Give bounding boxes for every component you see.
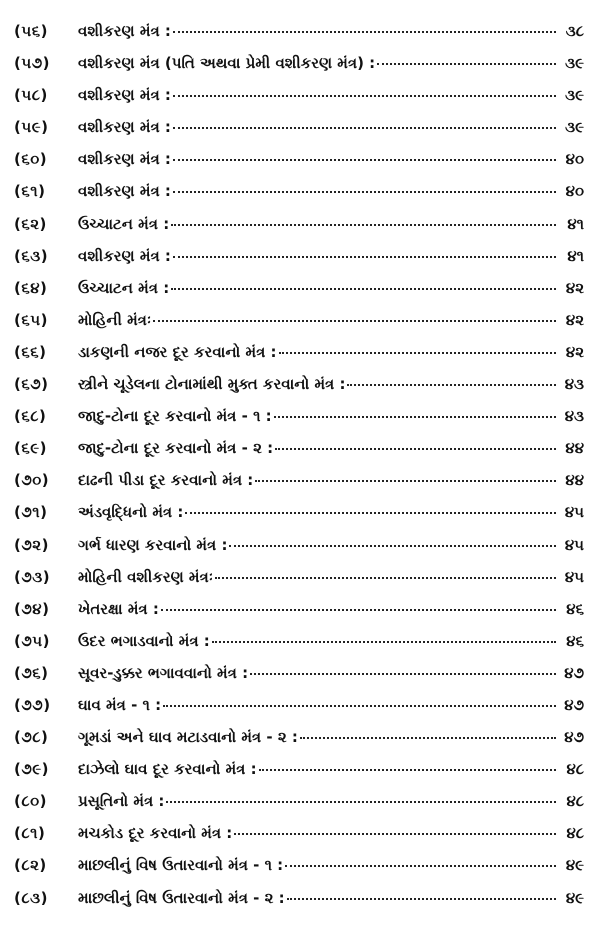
toc-entry [14, 182, 584, 214]
toc-entry-number: (૬૯) [14, 439, 47, 458]
toc-entry-number: (૬૨) [14, 214, 47, 233]
toc-entry-page: ૪૭ [564, 695, 584, 714]
toc-entry [14, 536, 584, 568]
toc-entry [14, 247, 584, 279]
toc-entry-title: માછલીનું વિષ ઉતારવાનો મંત્ર - ૧ : [78, 856, 284, 875]
toc-entry-page: ૪૨ [565, 342, 584, 361]
toc-entry [14, 150, 584, 182]
dot-leader [163, 705, 556, 707]
dot-leader [250, 673, 556, 675]
toc-entry-page: ૪૮ [566, 824, 584, 843]
toc-entry-number: (૬૩) [14, 246, 49, 265]
toc-entry-page: ૪૧ [567, 246, 584, 265]
toc-entry-page: ૩૮ [565, 22, 584, 40]
toc-entry-number: (૭૨) [14, 535, 49, 554]
toc-entry [14, 311, 584, 343]
toc-entry-page: ૪૫ [564, 535, 584, 554]
toc-entry [14, 792, 584, 824]
toc-entry-title: મચકોડ દૂર કરવાનો મંત્ર : [78, 824, 233, 843]
toc-entry-page: ૪૫ [564, 503, 584, 522]
toc-entry-number: (૭૩) [14, 567, 51, 586]
toc-entry [14, 215, 584, 247]
toc-entry-page: ૪૨ [565, 278, 584, 297]
toc-entry [14, 696, 584, 728]
dot-leader [285, 865, 556, 867]
toc-entry-title: દાઢની પીડા દૂર કરવાનો મંત્ર : [78, 471, 254, 490]
toc-entry-title: ડાકણની નજર દૂર કરવાનો મંત્ર : [78, 342, 277, 361]
toc-entry [14, 664, 584, 696]
toc-entry-page: ૪૩ [564, 375, 584, 394]
toc-entry [14, 343, 584, 375]
toc-entry [14, 407, 584, 439]
toc-entry-page: ૪૯ [565, 888, 584, 907]
toc-entry [14, 86, 584, 118]
toc-entry-title: ગર્ભ ધારણ કરવાનો મંત્ર : [78, 535, 228, 554]
toc-entry-title: મોહિની વશીકરણ મંત્રઃ [78, 567, 214, 586]
toc-entry [14, 728, 584, 760]
toc-entry-page: ૪૪ [565, 439, 584, 458]
toc-entry-page: ૪૮ [566, 792, 584, 811]
dot-leader [153, 320, 556, 322]
toc-entry-number: (૮૨) [14, 856, 47, 875]
dot-leader [347, 384, 556, 386]
toc-entry-number: (૬૫) [14, 310, 48, 329]
dot-leader [171, 288, 556, 290]
toc-entry-page: ૪૬ [566, 599, 584, 618]
dot-leader [173, 127, 556, 129]
table-of-contents [14, 22, 584, 921]
dot-leader [212, 641, 556, 643]
toc-entry-page: ૩૯ [565, 118, 584, 137]
toc-entry-title: વશીકરણ મંત્ર : [78, 150, 171, 169]
toc-entry [14, 471, 584, 503]
toc-entry-page: ૪૦ [565, 150, 584, 169]
dot-leader [161, 609, 556, 611]
toc-entry-number: (૭૪) [14, 599, 50, 618]
toc-entry-title: માછલીનું વિષ ઉતારવાનો મંત્ર - ૨ : [78, 888, 285, 907]
dot-leader [287, 898, 556, 900]
toc-entry-number: (૭૧) [14, 503, 48, 522]
dot-leader [274, 416, 556, 418]
dot-leader [259, 769, 556, 771]
dot-leader [377, 63, 556, 65]
toc-entry-page: ૩૯ [565, 54, 584, 73]
toc-entry-number: (૬૭) [14, 375, 49, 394]
toc-entry-number: (૫૬) [14, 22, 48, 40]
toc-entry-number: (૭૮) [14, 728, 49, 747]
toc-entry-page: ૪૬ [566, 631, 584, 650]
dot-leader [255, 480, 556, 482]
toc-entry [14, 22, 584, 54]
toc-entry [14, 760, 584, 792]
toc-entry-page: ૪૪ [565, 471, 584, 490]
toc-entry-title: વશીકરણ મંત્ર : [78, 86, 171, 105]
toc-entry-title: સૂવર-ડુક્કર ભગાવવાનો મંત્ર : [78, 663, 249, 682]
dot-leader [279, 352, 556, 354]
dot-leader [234, 833, 556, 835]
dot-leader [173, 256, 556, 258]
toc-entry [14, 118, 584, 150]
toc-entry [14, 375, 584, 407]
dot-leader [171, 224, 556, 226]
toc-entry-page: ૩૯ [565, 86, 584, 105]
toc-entry-number: (૫૮) [14, 86, 48, 105]
toc-entry [14, 600, 584, 632]
toc-entry-page: ૪૭ [564, 663, 584, 682]
toc-entry-number: (૬૬) [14, 342, 47, 361]
toc-entry-page: ૪૯ [565, 856, 584, 875]
toc-entry-number: (૭૫) [14, 631, 50, 650]
toc-entry [14, 279, 584, 311]
toc-entry-title: ગૂમડાં અને ઘાવ મટાડવાનો મંત્ર - ૨ : [78, 728, 298, 747]
toc-entry-title: સ્ત્રીને ચૂડેલના ટોનામાંથી મુક્ત કરવાનો મંત્ર : [78, 375, 346, 394]
toc-entry [14, 824, 584, 856]
toc-entry-title: ખેતરક્ષા મંત્ર : [78, 599, 159, 618]
toc-entry-page: ૪૮ [566, 760, 584, 779]
toc-entry-title: અંડવૃદ્ધિનો મંત્ર : [78, 503, 184, 522]
toc-entry-number: (૭૯) [14, 760, 50, 779]
dot-leader [229, 545, 556, 547]
toc-entry [14, 439, 584, 471]
toc-entry-number: (૫૭) [14, 54, 50, 73]
toc-entry-number: (૬૪) [14, 278, 48, 297]
toc-entry-number: (૮૩) [14, 888, 48, 907]
toc-entry-number: (૭૦) [14, 471, 50, 490]
toc-entry-title: વશીકરણ મંત્ર : [78, 246, 171, 265]
toc-entry-number: (૮૧) [14, 824, 46, 843]
toc-entry [14, 889, 584, 921]
dot-leader [173, 95, 556, 97]
toc-entry [14, 568, 584, 600]
toc-entry-number: (૬૦) [14, 150, 48, 169]
dot-leader [173, 159, 556, 161]
toc-entry [14, 856, 584, 888]
toc-entry-title: ઉંદર ભગાડવાનો મંત્ર : [78, 631, 210, 650]
toc-entry-page: ૪૩ [564, 407, 584, 426]
toc-entry-title: ઘાવ મંત્ર - ૧ : [78, 695, 162, 714]
toc-entry-number: (૮૦) [14, 792, 47, 811]
dot-leader [275, 448, 556, 450]
dot-leader [173, 31, 556, 33]
toc-entry-page: ૪૧ [567, 214, 584, 233]
toc-entry-number: (૭૭) [14, 695, 51, 714]
toc-entry-title: વશીકરણ મંત્ર : [78, 182, 171, 201]
toc-entry [14, 54, 584, 86]
toc-entry-title: દાઝેલો ઘાવ દૂર કરવાનો મંત્ર : [78, 760, 257, 779]
toc-entry-number: (૬૧) [14, 182, 46, 201]
toc-entry-number: (૭૬) [14, 663, 49, 682]
toc-entry-title: વશીકરણ મંત્ર (પતિ અથવા પ્રેમી વશીકરણ મંત્ર) : [78, 54, 376, 73]
dot-leader [185, 512, 556, 514]
dot-leader [215, 577, 556, 579]
toc-entry-title: પ્રસૂતિનો મંત્ર : [78, 792, 165, 811]
toc-entry-title: જાદુ-ટોના દૂર કરવાનો મંત્ર - ૧ : [78, 407, 272, 426]
toc-entry-title: ઉચ્ચાટન મંત્ર : [78, 214, 170, 233]
toc-entry [14, 503, 584, 535]
toc-entry-title: વશીકરણ મંત્ર : [78, 118, 171, 137]
toc-entry-page: ૪૫ [564, 567, 584, 586]
toc-entry-title: મોહિની મંત્રઃ [78, 310, 152, 329]
toc-entry-number: (૬૮) [14, 407, 47, 426]
toc-entry-title: વશીકરણ મંત્ર : [78, 22, 171, 40]
toc-entry-page: ૪૨ [565, 310, 584, 329]
toc-entry-title: જાદુ-ટોના દૂર કરવાનો મંત્ર - ૨ : [78, 439, 274, 458]
toc-entry-page: ૪૭ [564, 728, 584, 747]
toc-entry-number: (૫૯) [14, 118, 49, 137]
toc-entry [14, 632, 584, 664]
toc-entry-page: ૪૦ [565, 182, 584, 201]
toc-entry-title: ઉચ્ચાટન મંત્ર : [78, 278, 170, 297]
dot-leader [173, 191, 556, 193]
dot-leader [166, 801, 556, 803]
dot-leader [300, 737, 556, 739]
